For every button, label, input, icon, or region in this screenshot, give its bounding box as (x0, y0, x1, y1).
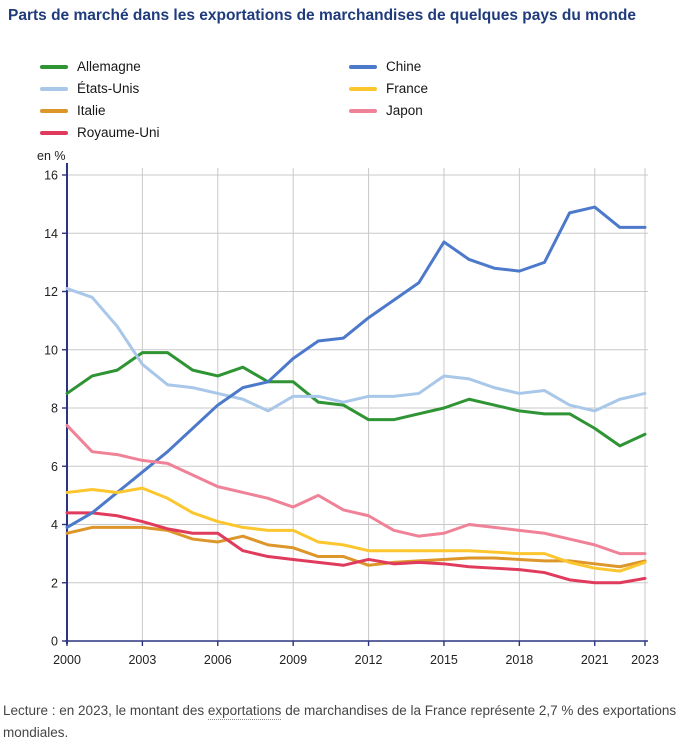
y-tick-label: 6 (51, 459, 58, 474)
x-tick-label: 2009 (279, 653, 308, 667)
note-text-before: Lecture : en 2023, le montant des (3, 703, 208, 718)
reading-note (3, 700, 695, 744)
x-tick-label: 2012 (354, 653, 383, 667)
x-tick-label: 2003 (128, 653, 157, 667)
note-text-after: de marchandises de la France représente 2,7 % des exportations mondiales. (3, 703, 677, 740)
series-line-chine[interactable] (67, 207, 645, 527)
y-tick-label: 16 (44, 168, 58, 183)
glossary-term-exportations[interactable]: exportations (207, 703, 282, 718)
y-tick-label: 2 (51, 576, 58, 591)
legend-label: États-Unis (77, 81, 140, 96)
legend-label: Chine (386, 59, 422, 74)
legend-label: France (386, 81, 429, 96)
x-tick-label: 2000 (53, 653, 81, 667)
page-title: Parts de marché dans les exportations de marchandises de quelques pays du monde (8, 7, 636, 24)
x-tick-label: 2021 (580, 653, 609, 667)
y-axis-unit-label: en % (37, 149, 66, 163)
y-tick-label: 8 (51, 401, 58, 416)
legend-label: Royaume-Uni (77, 125, 160, 140)
y-tick-label: 0 (51, 634, 58, 649)
y-tick-label: 12 (44, 285, 58, 299)
legend-label: Italie (77, 103, 106, 118)
legend-label: Japon (386, 103, 423, 118)
x-tick-label: 2018 (505, 653, 534, 667)
x-tick-label: 2023 (631, 653, 659, 667)
x-tick-label: 2015 (430, 653, 458, 667)
legend-label: Allemagne (77, 59, 141, 74)
x-tick-label: 2006 (203, 653, 232, 667)
y-tick-label: 14 (44, 226, 58, 241)
series-line-japon[interactable] (67, 425, 645, 553)
y-tick-label: 4 (51, 518, 58, 532)
y-tick-label: 10 (44, 343, 58, 358)
